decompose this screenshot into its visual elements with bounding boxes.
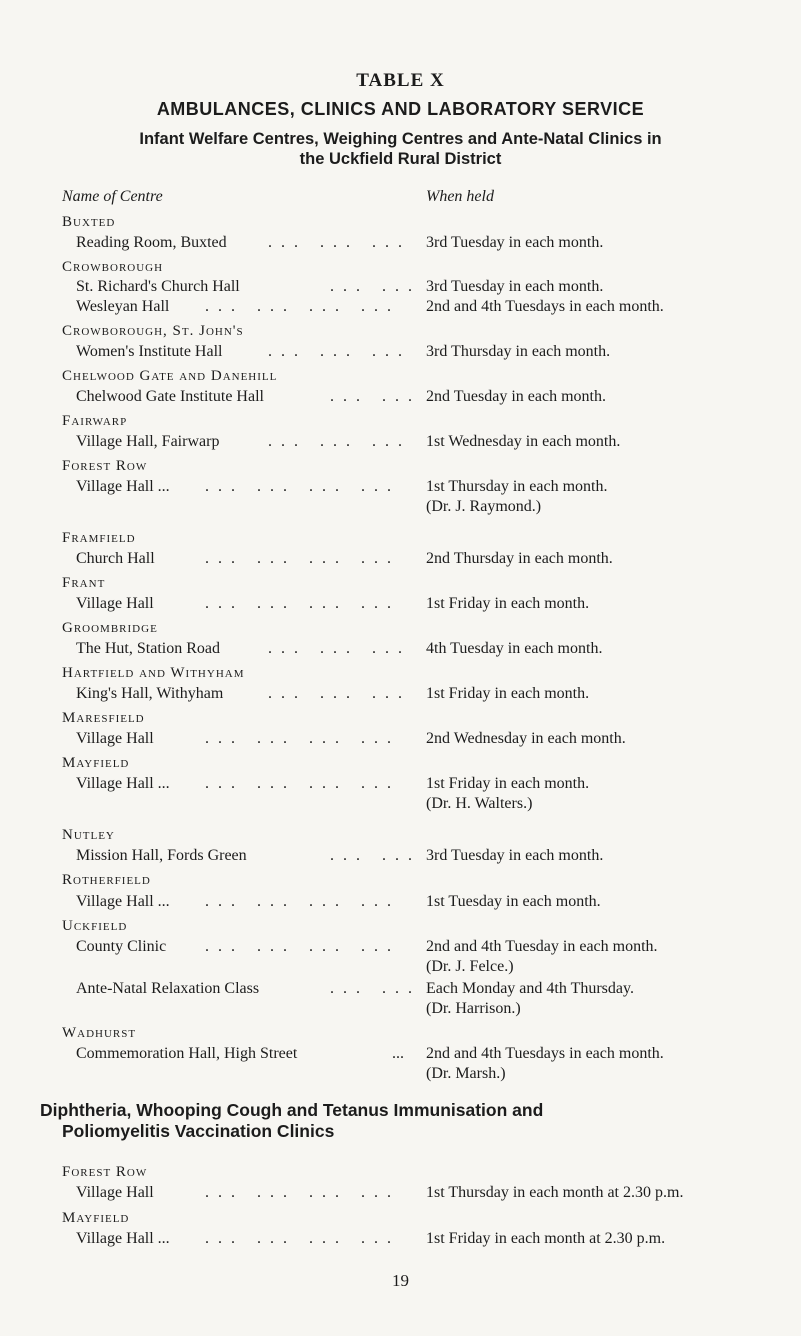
centre-town: Groombridge <box>62 620 158 636</box>
centre-town: Uckfield <box>62 918 128 934</box>
centre-when: 1st Friday in each month. <box>426 685 590 702</box>
centre-venue: Reading Room, Buxted <box>76 234 227 251</box>
centre-when: 1st Friday in each month. <box>426 595 590 612</box>
clinic-venue: Village Hall ... <box>76 1230 170 1247</box>
leader-dots: ... ... ... ... <box>205 1230 400 1247</box>
centre-when: 3rd Tuesday in each month. <box>426 278 604 295</box>
centre-when: 3rd Tuesday in each month. <box>426 847 604 864</box>
leader-dots: ... ... <box>330 980 421 997</box>
centre-town: Forest Row <box>62 458 148 474</box>
centre-when: 2nd Tuesday in each month. <box>426 388 606 405</box>
centre-when: 3rd Tuesday in each month. <box>426 234 604 251</box>
leader-dots: ... ... ... ... <box>205 550 400 567</box>
subtitle-line-1: Infant Welfare Centres, Weighing Centres and Ante-Natal Clinics in <box>139 130 662 148</box>
centre-when: 4th Tuesday in each month. <box>426 640 603 657</box>
page-number: 19 <box>392 1271 409 1290</box>
centre-note: (Dr. J. Felce.) <box>426 958 514 975</box>
leader-dots: ... ... ... ... <box>205 595 400 612</box>
leader-dots: ... ... ... <box>268 343 411 360</box>
centre-venue: King's Hall, Withyham <box>76 685 224 702</box>
centre-when: 2nd and 4th Tuesdays in each month. <box>426 1045 664 1062</box>
leader-dots: ... ... ... ... <box>205 893 400 910</box>
centre-venue: Wesleyan Hall <box>76 298 170 315</box>
centre-town: Mayfield <box>62 755 130 771</box>
leader-dots: ... ... ... <box>268 433 411 450</box>
leader-dots: ... ... ... <box>268 234 411 251</box>
centre-when: 2nd and 4th Tuesdays in each month. <box>426 298 664 315</box>
centre-note: (Dr. H. Walters.) <box>426 795 533 812</box>
centre-when: 2nd Wednesday in each month. <box>426 730 626 747</box>
centre-when: 2nd Thursday in each month. <box>426 550 613 567</box>
centre-when: 1st Friday in each month. <box>426 775 590 792</box>
centre-venue: Women's Institute Hall <box>76 343 223 360</box>
centre-venue: Church Hall <box>76 550 155 567</box>
leader-dots: ... <box>392 1045 404 1062</box>
centre-venue: Village Hall <box>76 595 154 612</box>
centre-venue: Commemoration Hall, High Street <box>76 1045 298 1062</box>
leader-dots: ... ... <box>330 388 421 405</box>
leader-dots: ... ... ... <box>268 685 411 702</box>
leader-dots: ... ... <box>330 847 421 864</box>
centre-when: 1st Tuesday in each month. <box>426 893 601 910</box>
leader-dots: ... ... ... ... <box>205 478 400 495</box>
centre-venue: Ante-Natal Relaxation Class <box>76 980 260 997</box>
centre-when: 1st Thursday in each month. <box>426 478 608 495</box>
centre-when: 3rd Thursday in each month. <box>426 343 611 360</box>
column-header-centre: Name of Centre <box>62 188 163 205</box>
centre-when: Each Monday and 4th Thursday. <box>426 980 634 997</box>
clinic-town: Forest Row <box>62 1164 148 1180</box>
centre-venue: Mission Hall, Fords Green <box>76 847 247 864</box>
centre-venue: Village Hall, Fairwarp <box>76 433 220 450</box>
centre-town: Crowborough <box>62 259 164 275</box>
centre-town: Fairwarp <box>62 413 128 429</box>
clinic-when: 1st Thursday in each month at 2.30 p.m. <box>426 1184 684 1201</box>
table-label: TABLE X <box>356 70 445 91</box>
centre-town: Framfield <box>62 530 136 546</box>
clinic-when: 1st Friday in each month at 2.30 p.m. <box>426 1230 666 1247</box>
centre-town: Crowborough, St. John's <box>62 323 244 339</box>
centre-note: (Dr. J. Raymond.) <box>426 498 542 515</box>
centre-venue: Village Hall <box>76 730 154 747</box>
leader-dots: ... ... ... ... <box>205 298 400 315</box>
main-title: AMBULANCES, CLINICS AND LABORATORY SERVICE <box>156 99 645 119</box>
leader-dots: ... ... ... ... <box>205 775 400 792</box>
centre-town: Nutley <box>62 827 115 843</box>
centre-venue: Village Hall ... <box>76 775 170 792</box>
centre-venue: County Clinic <box>76 938 167 955</box>
leader-dots: ... ... ... ... <box>205 1184 400 1201</box>
centre-town: Frant <box>62 575 106 591</box>
centre-town: Buxted <box>62 214 116 230</box>
centre-when: 1st Wednesday in each month. <box>426 433 621 450</box>
subtitle-line-2: the Uckfield Rural District <box>299 150 502 168</box>
leader-dots: ... ... ... ... <box>205 730 400 747</box>
leader-dots: ... ... ... <box>268 640 411 657</box>
centre-town: Rotherfield <box>62 872 151 888</box>
leader-dots: ... ... ... ... <box>205 938 400 955</box>
immunisation-title-line-2: Poliomyelitis Vaccination Clinics <box>62 1121 335 1141</box>
column-header-when: When held <box>426 188 494 205</box>
centre-venue: Village Hall ... <box>76 893 170 910</box>
centre-venue: St. Richard's Church Hall <box>76 278 240 295</box>
centre-when: 2nd and 4th Tuesday in each month. <box>426 938 658 955</box>
centre-town: Maresfield <box>62 710 145 726</box>
centre-town: Hartfield and Withyham <box>62 665 245 681</box>
leader-dots: ... ... <box>330 278 421 295</box>
centre-venue: Chelwood Gate Institute Hall <box>76 388 264 405</box>
centre-note: (Dr. Harrison.) <box>426 1000 521 1017</box>
centre-venue: The Hut, Station Road <box>76 640 220 657</box>
centre-note: (Dr. Marsh.) <box>426 1065 506 1082</box>
centre-venue: Village Hall ... <box>76 478 170 495</box>
immunisation-title-line-1: Diphtheria, Whooping Cough and Tetanus Immunisation and <box>40 1100 544 1120</box>
centre-town: Wadhurst <box>62 1025 137 1041</box>
centre-town: Chelwood Gate and Danehill <box>62 368 278 384</box>
clinic-town: Mayfield <box>62 1210 130 1226</box>
clinic-venue: Village Hall <box>76 1184 154 1201</box>
